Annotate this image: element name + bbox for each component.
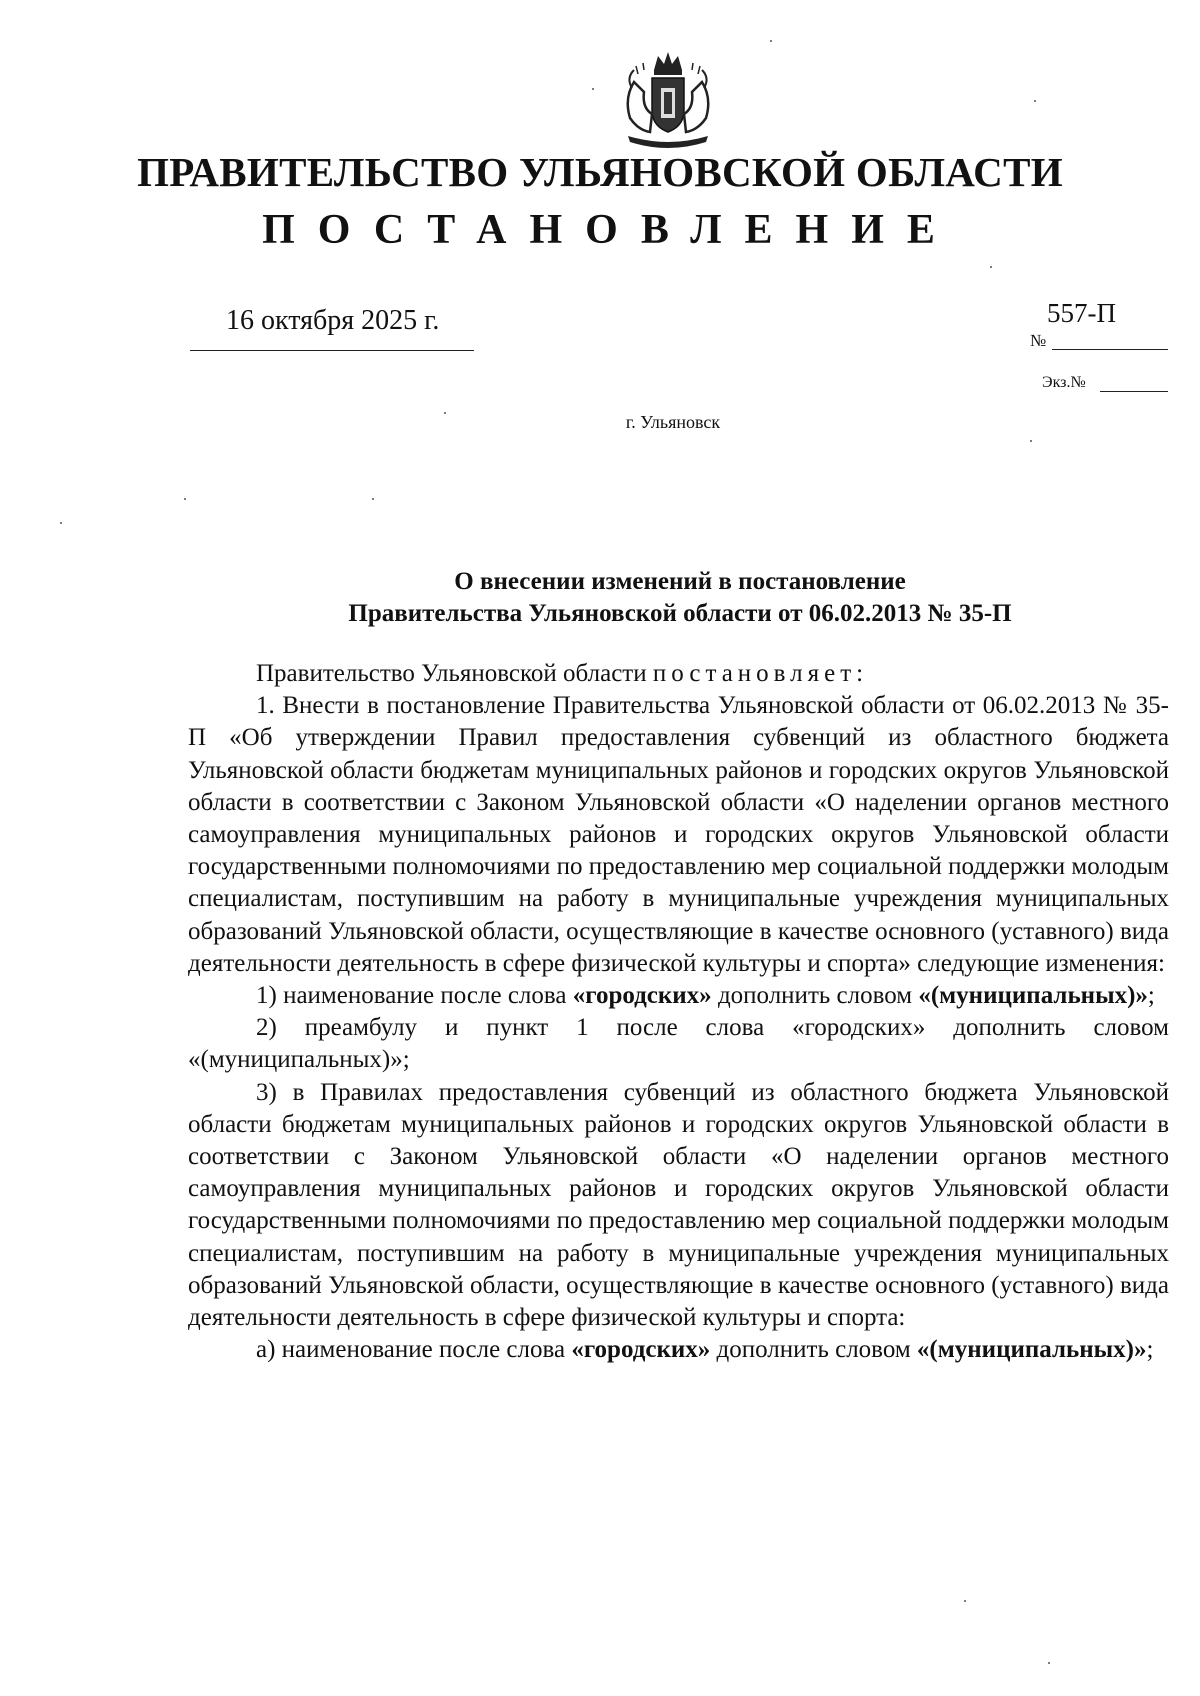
item-a-bold-word: «городских»	[571, 1336, 711, 1364]
scan-speck	[1034, 100, 1036, 102]
item-1-bold-word: «городских»	[572, 982, 712, 1010]
scan-speck	[372, 498, 374, 500]
item-1-text-a: 1) наименование после слова	[256, 982, 573, 1010]
item-a-bold-insert: «(муниципальных)»	[916, 1336, 1147, 1364]
copy-number-label: Экз.№	[1042, 374, 1086, 391]
document-type-title: ПОСТАНОВЛЕНИЕ	[262, 207, 958, 253]
document-number: 557-П	[1047, 298, 1116, 328]
item-1-text-c: ;	[1147, 982, 1155, 1010]
scan-speck	[60, 522, 62, 524]
item-1-bold-insert: «(муниципальных)»	[918, 982, 1148, 1010]
subject-line-1: О внесении изменений в постановление	[454, 568, 906, 595]
scan-speck	[444, 412, 446, 414]
document-date: 16 октября 2025 г.	[226, 305, 440, 336]
intro-verb: постановляет:	[652, 660, 869, 687]
coat-of-arms-icon	[614, 48, 722, 154]
item-a	[188, 1334, 1169, 1366]
item-1	[188, 980, 1169, 1012]
item-a-text-c: ;	[1146, 1336, 1154, 1364]
number-underline	[1052, 349, 1168, 350]
item-1-text-b: дополнить словом	[711, 982, 919, 1010]
document-subject	[190, 566, 1170, 630]
copy-number-underline	[1100, 391, 1168, 392]
item-a-text-a: а) наименование после слова	[256, 1336, 572, 1364]
city-label: г. Ульяновск	[625, 412, 721, 432]
intro-paragraph	[188, 658, 1169, 690]
item-2: 2) преамбулу и пункт 1 после слова «городских» дополнить словом «(муниципальных)»;	[188, 1014, 1169, 1074]
item-a-text-b: дополнить словом	[710, 1336, 917, 1364]
subject-line-2: Правительства Ульяновской области от 06.02.2013 № 35-П	[348, 600, 1012, 627]
date-underline	[190, 350, 474, 351]
scan-speck	[964, 1600, 966, 1602]
scan-speck	[990, 266, 992, 268]
paragraph-1: 1. Внести в постановление Правительства Ульяновской области от 06.02.2013 № 35-П «Об утверждении Правил предоставления субвенций из областного бюджета Ульяновской области бюджетам муниципальных районов и городских округов Ульяновской области в соответствии с Законом Ульяновской области «О наделении органов местного самоуправления муниципальных районов и городских округов Ульяновской области государственными полномочиями по предоставлению мер социальной поддержки молодым специалистам, поступившим на работу в муниципальные учреждения муниципальных образований Ульяновской области, осуществляющие в качестве основного (уставного) вида деятельности деятельность в сфере физической культуры и спорта» следующие изменения:	[188, 692, 1169, 977]
document-body	[188, 658, 1169, 1366]
organization-title: ПРАВИТЕЛЬСТВО УЛЬЯНОВСКОЙ ОБЛАСТИ	[137, 149, 1063, 195]
scan-speck	[770, 40, 772, 42]
scan-speck	[592, 88, 594, 90]
scan-speck	[184, 498, 186, 500]
item-3: 3) в Правилах предоставления субвенций из областного бюджета Ульяновской области бюджетам муниципальных районов и городских округов Ульяновской области в соответствии с Законом Ульяновской области «О наделении органов местного самоуправления муниципальных районов и городских округов Ульяновской области государственными полномочиями по предоставлению мер социальной поддержки молодым специалистам, поступившим на работу в муниципальные учреждения муниципальных образований Ульяновской области, осуществляющие в качестве основного (уставного) вида деятельности деятельность в сфере физической культуры и спорта:	[188, 1078, 1169, 1332]
scan-speck	[1048, 1662, 1050, 1664]
scan-speck	[1030, 440, 1032, 442]
intro-prefix: Правительство Ульяновской области	[256, 660, 653, 687]
number-sign: №	[1030, 331, 1047, 350]
